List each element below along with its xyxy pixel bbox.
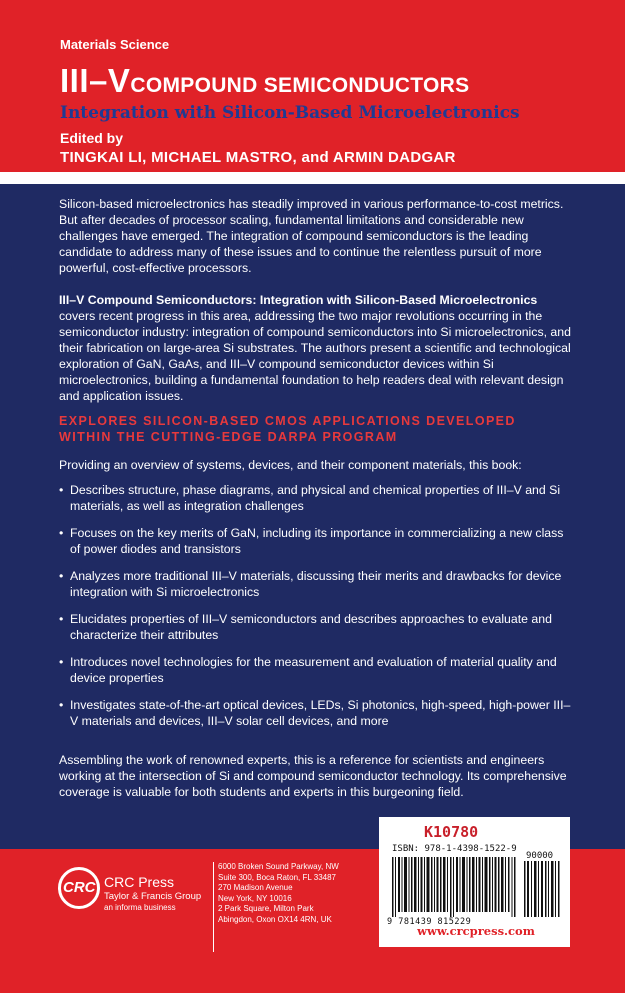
- publisher-name: CRC Press: [104, 874, 175, 890]
- title-rest: COMPOUND SEMICONDUCTORS: [130, 74, 470, 97]
- address-divider: [213, 862, 214, 952]
- list-item: [59, 482, 573, 514]
- list-item: [59, 697, 573, 729]
- publisher-group: Taylor & Francis Group: [104, 891, 202, 902]
- bullet-icon: •: [59, 483, 64, 497]
- address-line: Suite 300, Boca Raton, FL 33487: [218, 872, 337, 882]
- address-line: 2 Park Square, Milton Park: [218, 904, 314, 913]
- title-prefix: III–V: [60, 62, 131, 99]
- address-line: 6000 Broken Sound Parkway, NW: [218, 862, 339, 871]
- list-item-text: Analyzes more traditional III–V materials, discussing their merits and drawbacks for device integration with Si microelectronics: [70, 569, 562, 599]
- editors-names: TINGKAI LI, MICHAEL MASTRO, and ARMIN DADGAR: [60, 149, 456, 166]
- bullet-intro: Providing an overview of systems, devices, and their component materials, this book:: [59, 458, 522, 472]
- description-paragraph-3: Assembling the work of renowned experts, this is a reference for scientists and engineers working at the intersection of Si and compound semiconductor technology. Its comprehensive coverage is valuable for both students and experts in this burgeoning field.: [59, 753, 567, 799]
- bullet-icon: •: [59, 698, 64, 712]
- list-item: [59, 525, 573, 557]
- address-line: Abingdon, Oxon OX14 4RN, UK: [218, 914, 332, 924]
- book-title-inline: III–V Compound Semiconductors: Integration with Silicon-Based Microelectronics: [59, 293, 538, 307]
- bullet-icon: •: [59, 526, 64, 540]
- series-label: Materials Science: [60, 37, 170, 52]
- list-item-text: Focuses on the key merits of GaN, including its importance in commercializing a new class of power diodes and transistors: [70, 526, 564, 556]
- logo-text: CRC: [63, 879, 96, 896]
- book-subtitle: Integration with Silicon-Based Microelectronics: [60, 103, 520, 123]
- publisher-website-link[interactable]: www.crcpress.com: [417, 924, 535, 938]
- list-item-text: Introduces novel technologies for the measurement and evaluation of material quality and device properties: [70, 655, 557, 685]
- crc-logo-icon: [58, 867, 100, 909]
- price-code: 90000: [526, 851, 554, 861]
- list-item: [59, 611, 573, 643]
- paragraph-2-text: covers recent progress in this area, addressing the two major revolutions occurring in the semiconductor industry: integration of compound semiconductors into Si microelectronics, and their fabrication on large-area Si substrates. The authors present a scientific and technological exploration of GaN, GaAs, and III–V compound semiconductor devices within Si microelectronics, building a fundamental foundation to help readers deal with relevant design and application issues.: [59, 309, 571, 403]
- list-item: [59, 654, 573, 686]
- barcode-icon: [392, 857, 516, 917]
- divider-stripe: [0, 172, 625, 184]
- price-barcode-icon: [524, 861, 560, 917]
- description-paragraph-1: Silicon-based microelectronics has steadily improved in various performance-to-cost metrics. But after decades of processor scaling, fundamental limitations and considerable new challenges have emerged. The integration of compound semiconductors is the leading candidate to address many of these issues and to continue the relentless pursuit of more powerful, cost-effective processors.: [59, 197, 564, 275]
- isbn-number: ISBN: 978-1-4398-1522-9: [392, 844, 517, 854]
- edited-by-label: Edited by: [60, 130, 124, 146]
- address-line: 270 Madison Avenue: [218, 883, 293, 892]
- book-title: [60, 62, 469, 100]
- header-band: [0, 0, 625, 172]
- feature-list: [59, 482, 573, 740]
- publisher-addresses: [218, 862, 339, 925]
- description-paragraph-2: [59, 292, 573, 404]
- barcode-digits: 9 781439 815229: [387, 917, 472, 927]
- list-item-text: Describes structure, phase diagrams, and physical and chemical properties of III–V and Si materials, as well as integration challenges: [70, 483, 561, 513]
- bullet-icon: •: [59, 655, 64, 669]
- list-item-text: Elucidates properties of III–V semiconductors and describes approaches to evaluate and characterize their attributes: [70, 612, 552, 642]
- publisher-subtitle: an informa business: [104, 903, 176, 912]
- bullet-icon: •: [59, 612, 64, 626]
- highlight-heading: EXPLORES SILICON-BASED CMOS APPLICATIONS DEVELOPED WITHIN THE CUTTING-EDGE DARPA PROGRAM: [59, 414, 516, 444]
- bullet-icon: •: [59, 569, 64, 583]
- list-item: [59, 568, 573, 600]
- list-item-text: Investigates state-of-the-art optical devices, LEDs, Si photonics, high-speed, high-power III–V materials and devices, III–V solar cell devices, and more: [70, 698, 571, 728]
- address-line: New York, NY 10016: [218, 893, 292, 903]
- product-code: K10780: [424, 823, 479, 841]
